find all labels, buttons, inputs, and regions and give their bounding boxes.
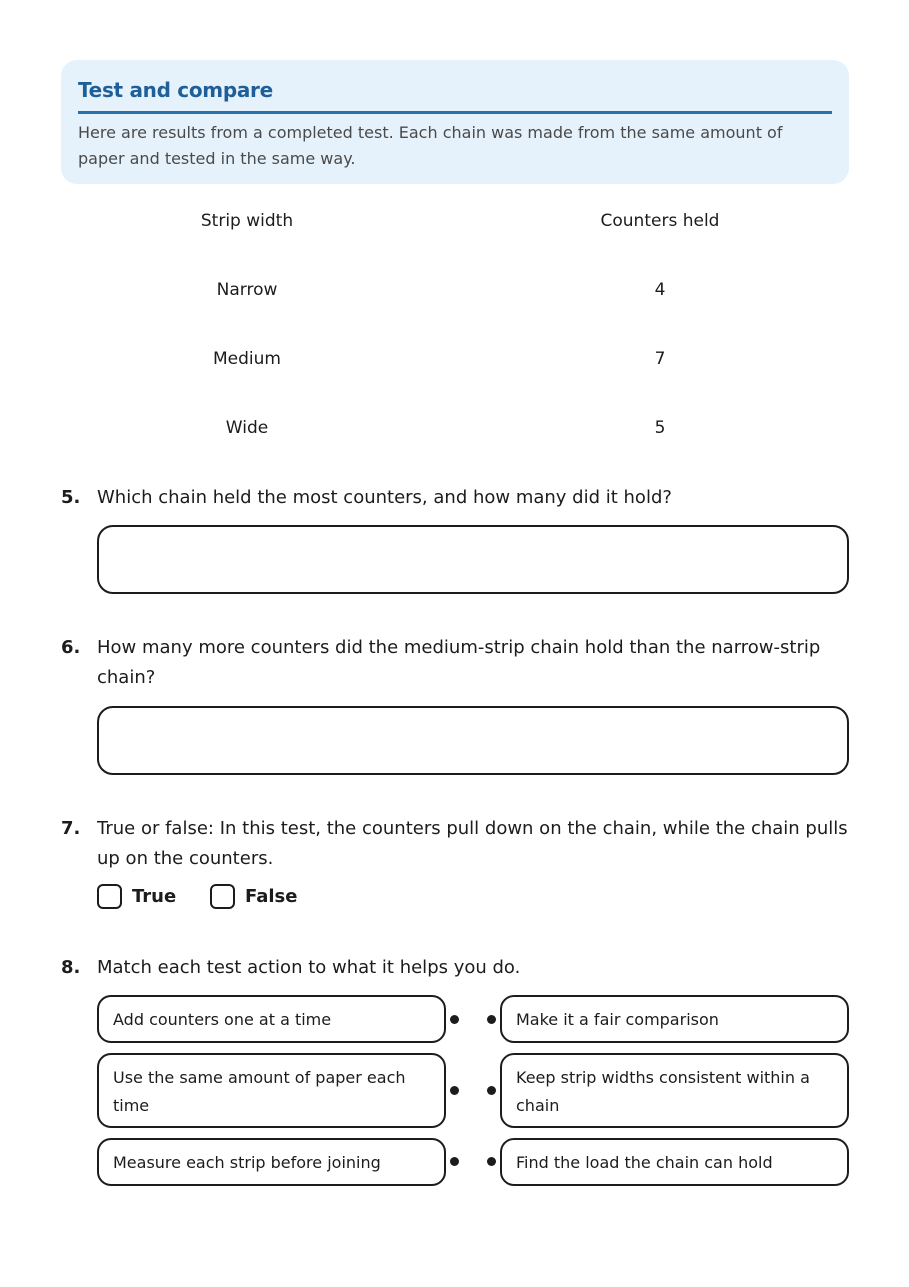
option-true[interactable] xyxy=(97,884,176,909)
table-cell: Medium xyxy=(213,349,281,369)
question-number: 7. xyxy=(61,818,81,839)
option-label: True xyxy=(132,886,177,907)
question-number: 5. xyxy=(61,487,81,508)
section-title: Test and compare xyxy=(78,78,273,102)
table-header-strip-width: Strip width xyxy=(200,211,294,231)
table-header-counters-held: Counters held xyxy=(600,211,720,231)
option-label: False xyxy=(245,886,298,907)
question-text: Match each test action to what it helps you do. xyxy=(97,957,521,978)
question-number: 6. xyxy=(61,637,81,658)
match-right-dot[interactable] xyxy=(487,1086,496,1095)
question-number: 8. xyxy=(61,957,81,978)
match-right-item[interactable]: Make it a fair comparison xyxy=(500,995,849,1043)
question-text: How many more counters did the medium-strip chain hold than the narrow-strip chain? xyxy=(97,637,821,688)
false-checkbox[interactable] xyxy=(210,884,235,909)
question-text: Which chain held the most counters, and how many did it hold? xyxy=(97,487,672,508)
table-cell: Narrow xyxy=(216,280,278,300)
match-left-item[interactable]: Measure each strip before joining xyxy=(97,1138,446,1186)
title-divider xyxy=(78,111,832,114)
table-cell: 5 xyxy=(654,418,666,438)
true-checkbox[interactable] xyxy=(97,884,122,909)
match-left-dot[interactable] xyxy=(450,1086,459,1095)
match-right-dot[interactable] xyxy=(487,1015,496,1024)
match-left-item[interactable]: Use the same amount of paper each time xyxy=(97,1053,446,1128)
section-description: Here are results from a completed test. Each chain was made from the same amount of paper and tested in the same way. xyxy=(78,123,783,168)
answer-box-q5[interactable] xyxy=(97,525,849,594)
table-cell: 7 xyxy=(654,349,666,369)
match-left-item[interactable]: Add counters one at a time xyxy=(97,995,446,1043)
info-box xyxy=(61,60,849,184)
table-cell: 4 xyxy=(654,280,666,300)
match-left-dot[interactable] xyxy=(450,1015,459,1024)
match-right-item[interactable]: Find the load the chain can hold xyxy=(500,1138,849,1186)
match-left-dot[interactable] xyxy=(450,1157,459,1166)
match-right-dot[interactable] xyxy=(487,1157,496,1166)
table-cell: Wide xyxy=(225,418,269,438)
question-text: True or false: In this test, the counters pull down on the chain, while the chain pulls up on the counters. xyxy=(97,818,848,869)
answer-box-q6[interactable] xyxy=(97,706,849,775)
match-right-item[interactable]: Keep strip widths consistent within a chain xyxy=(500,1053,849,1128)
option-false[interactable] xyxy=(210,884,297,909)
